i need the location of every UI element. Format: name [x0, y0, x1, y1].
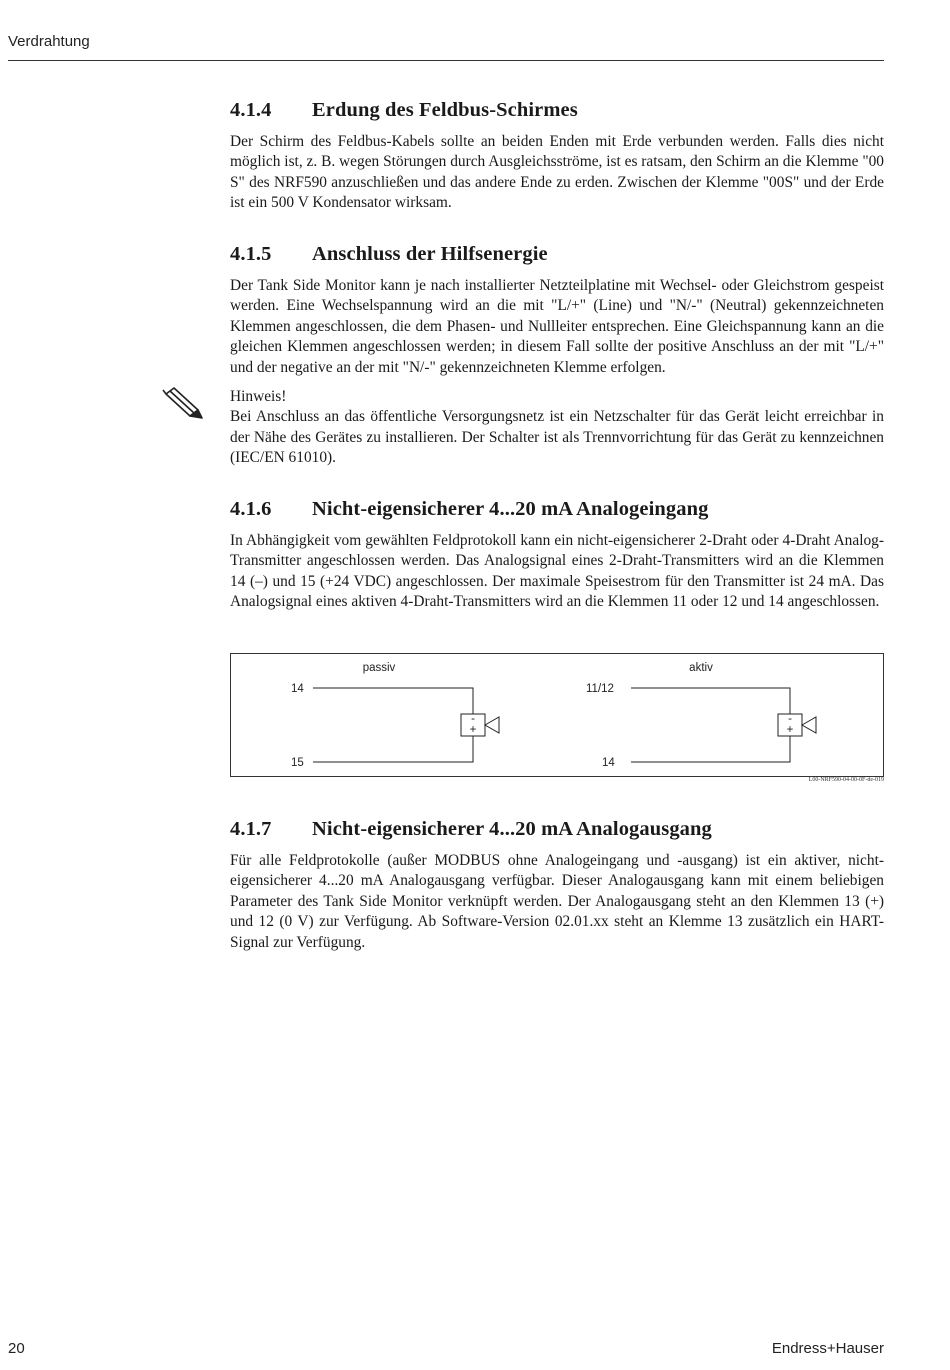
wire-terminal-14: [313, 688, 473, 714]
section-heading: [230, 496, 884, 522]
section-number: 4.1.6: [230, 498, 272, 520]
minus-sign-active: -: [788, 713, 792, 725]
section-title: Nicht-eigensicherer 4...20 mA Analogausgang: [312, 818, 712, 840]
section-4-1-7: [230, 816, 884, 842]
section-heading: [230, 241, 884, 267]
section-number: 4.1.5: [230, 243, 272, 265]
wiring-diagram: [230, 653, 884, 777]
section-4-1-6-body: [230, 531, 884, 613]
label-aktiv: aktiv: [689, 662, 713, 674]
wire-terminal-11-12: [631, 688, 790, 714]
paragraph: Für alle Feldprotokolle (außer MODBUS ohne Analogeingang und -ausgang) ist ein aktiver, nichteigensicherer 4...20 mA Analogausgang verfügbar. Dieser Analogausgang kann mit einem beliebigen Parameter des Tank Side Monitor verknüpft werden. Der Analogausgang steht an den Klemmen 13 (+) und 12 (0 V) zur Verfügung. Ab Software-Version 02.01.xx steht an Klemme 13 zusätzlich ein HART-Signal zur Verfügung.: [230, 852, 884, 951]
section-title: Anschluss der Hilfsenergie: [312, 243, 548, 265]
section-4-1-7-body: [230, 851, 884, 953]
page-number: 20: [8, 1340, 25, 1357]
figure-code: L00-NRF590-04-00-0F-de-019: [808, 777, 884, 783]
paragraph: In Abhängigkeit vom gewählten Feldprotokoll kann ein nicht-eigensicherer 2-Draht oder 4-Draht Analog-Transmitter angeschlossen werden. Das Analogsignal eines 2-Draht-Transmitters wird an die Klemmen 14 (–) und 15 (+24 VDC) angeschlossen. Der maximale Speisestrom für den Transmitter ist 24 mA. Das Analogsignal eines aktiven 4-Draht-Transmitters wird an die Klemmen 11 oder 12 und 14 angeschlossen.: [230, 532, 884, 611]
section-4-1-4: [230, 97, 884, 123]
note-block: [230, 387, 884, 469]
transmitter-sensor: [485, 717, 499, 733]
wire-terminal-14-active: [631, 736, 790, 762]
minus-sign: -: [471, 713, 475, 725]
running-head: Verdrahtung: [8, 33, 90, 50]
terminal-14-active-label: 14: [602, 757, 615, 769]
wire-terminal-15: [313, 736, 473, 762]
label-passiv: passiv: [362, 662, 396, 674]
section-4-1-5: [230, 241, 884, 267]
section-number: 4.1.7: [230, 818, 272, 840]
plus-sign: +: [469, 724, 477, 736]
section-title: Nicht-eigensicherer 4...20 mA Analogeingang: [312, 498, 709, 520]
pencil-icon: [160, 384, 204, 420]
section-4-1-6: [230, 496, 884, 522]
terminal-11-12-label: 11/12: [586, 683, 614, 695]
note-heading: Hinweis!: [230, 388, 287, 405]
terminal-14-label: 14: [291, 683, 304, 695]
brand-name: Endress+Hauser: [771, 1340, 884, 1357]
section-heading: [230, 816, 884, 842]
section-number: 4.1.4: [230, 99, 272, 121]
section-4-1-4-body: [230, 132, 884, 214]
transmitter-sensor-active: [802, 717, 816, 733]
section-title: Erdung des Feldbus-Schirmes: [312, 99, 578, 121]
plus-sign-active: +: [786, 724, 794, 736]
section-4-1-5-body: [230, 276, 884, 378]
paragraph: Der Tank Side Monitor kann je nach installierter Netzteilplatine mit Wechsel- oder Gleichstrom gespeist werden. Eine Wechselspannung wird an die mit "L/+" (Line) und "N/-" (Neutral) gekennzeichneten Klemmen angeschlossen, die dem Phasen- und Nullleiter entsprechen. Eine Gleichspannung kann an die gleichen Klemmen angeschlossen werden; in diesem Fall sollte der positive Anschluss an der mit "L/+" und der negative an der mit "N/-" gekennzeichneten Klemme erfolgen.: [230, 277, 884, 376]
note-text: Bei Anschluss an das öffentliche Versorgungsnetz ist ein Netzschalter für das Gerät leicht erreichbar in der Nähe des Gerätes zu installieren. Der Schalter ist als Trennvorrichtung für das Gerät zu kennzeichnen (IEC/EN 61010).: [230, 408, 884, 467]
header-divider: [8, 60, 884, 61]
paragraph: Der Schirm des Feldbus-Kabels sollte an beiden Enden mit Erde verbunden werden. Falls dies nicht möglich ist, z. B. wegen Störungen durch Ausgleichsströme, ist es ratsam, den Schirm an die Klemme "00 S" des NRF590 anzuschließen und das andere Ende zu erden. Zwischen der Klemme "00S" und der Erde ist ein 500 V Kondensator wirksam.: [230, 133, 884, 212]
terminal-15-label: 15: [291, 757, 304, 769]
section-heading: [230, 97, 884, 123]
